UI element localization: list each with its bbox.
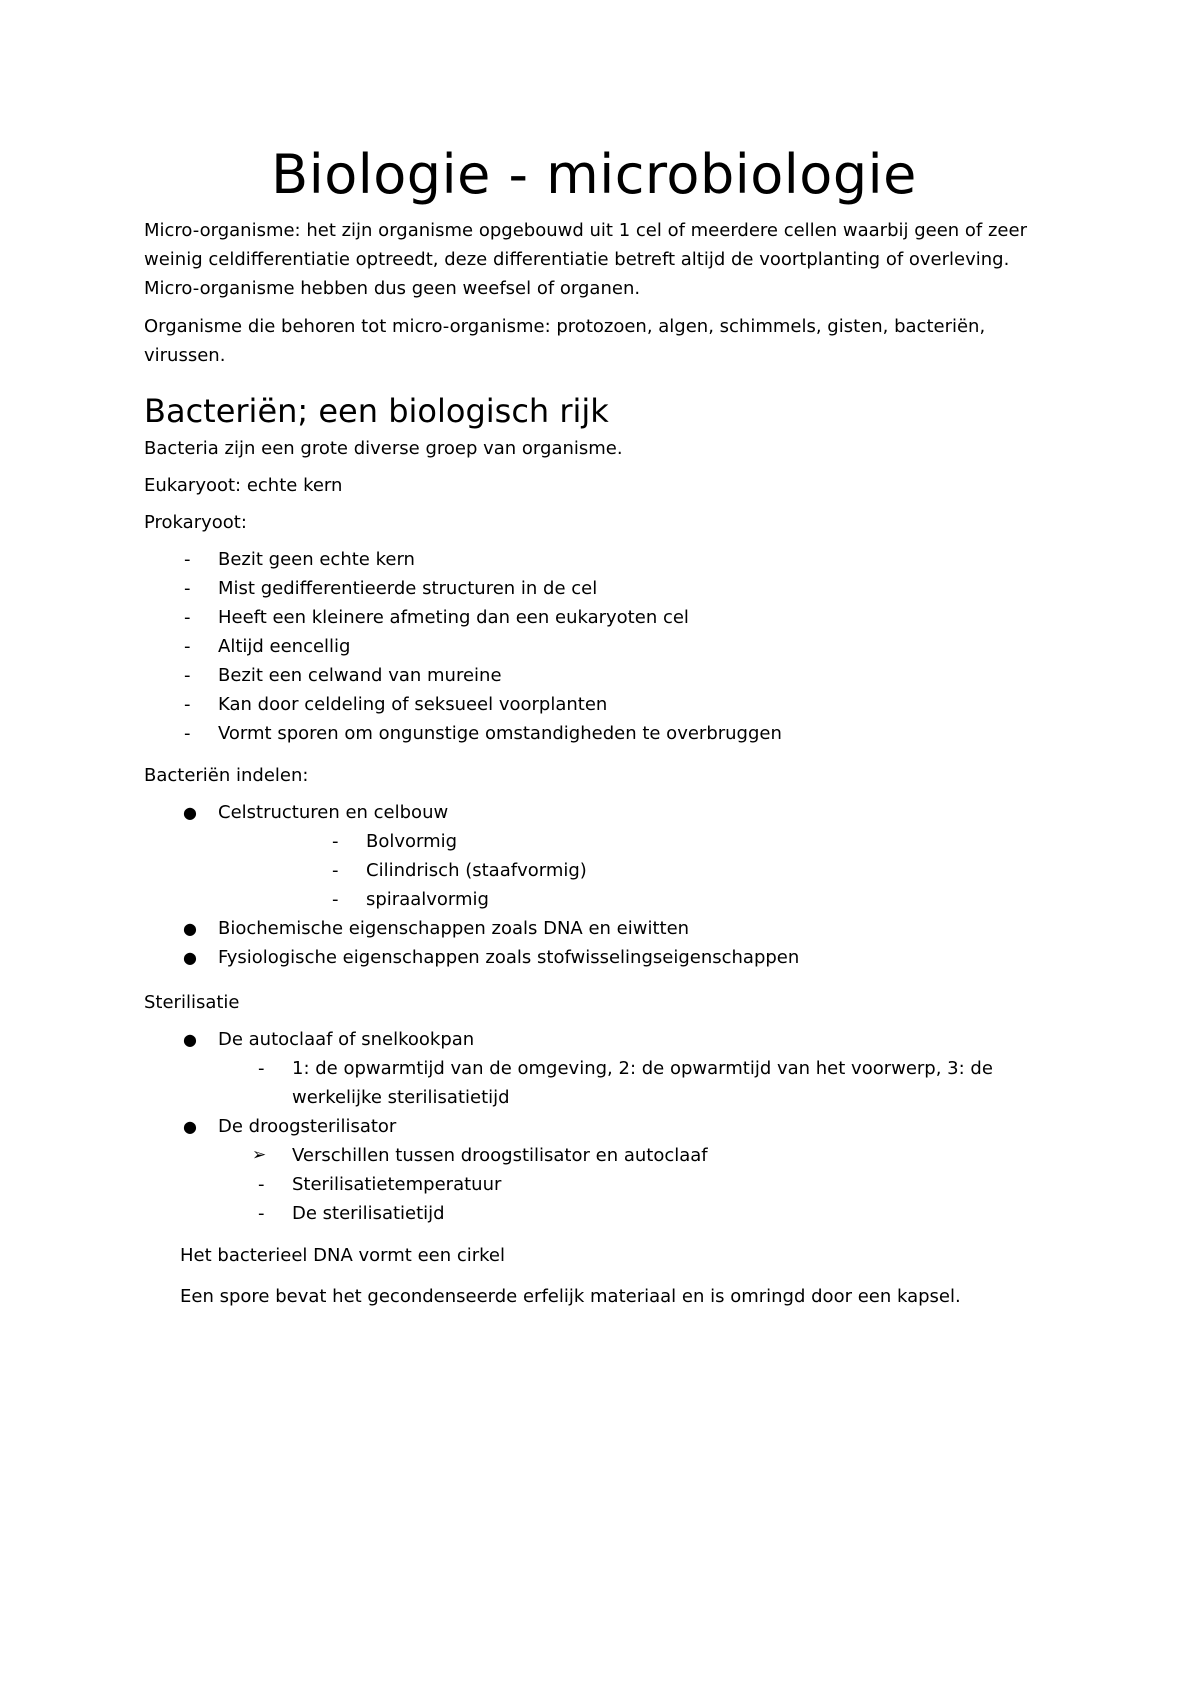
dash-marker: - <box>184 636 191 657</box>
sterilisatie-sub-list-droog <box>144 1141 1044 1228</box>
intro-paragraph-definition: Micro-organisme: het zijn organisme opgebouwd uit 1 cel of meerdere cellen waarbij geen of zeer weinig celdifferentiatie optreedt, deze differentiatie betreft altijd de voortplanting of overleving. Micro-organisme hebben dus geen weefsel of organen. <box>144 220 1027 299</box>
paragraph-prokaryoot: Prokaryoot: <box>144 512 247 533</box>
list-item: ● Fysiologische eigenschappen zoals stofwisselingseigenschappen <box>144 943 1044 972</box>
indelen-sub-list <box>144 827 1044 914</box>
list-item: ● Celstructuren en celbouw - Bolvormig - Cilindrisch (staafvormig) - spiraalvormig <box>144 798 1044 914</box>
paragraph-spore: Een spore bevat het gecondenseerde erfelijk materiaal en is omringd door een kapsel. <box>180 1286 961 1307</box>
dash-marker: - <box>184 723 191 744</box>
document-page <box>144 140 1044 1324</box>
document-title: Biologie - microbiologie <box>271 143 917 206</box>
list-item: - Kan door celdeling of seksueel voorplanten <box>144 690 1044 719</box>
paragraph-bacteria: Bacteria zijn een grote diverse groep van organisme. <box>144 438 623 459</box>
list-item: - Heeft een kleinere afmeting dan een eukaryoten cel <box>144 603 1044 632</box>
indelen-list <box>144 798 1044 972</box>
list-item: - Bezit een celwand van mureine <box>144 661 1044 690</box>
bullet-marker: ● <box>183 1030 197 1049</box>
list-item: ➢ Verschillen tussen droogstilisator en autoclaaf <box>144 1141 1044 1170</box>
dash-marker: - <box>258 1203 265 1224</box>
sterilisatie-sub-list-autoclaaf <box>144 1054 1044 1112</box>
list-item: - spiraalvormig <box>218 885 1044 914</box>
list-item: ● De autoclaaf of snelkookpan - 1: de opwarmtijd van de omgeving, 2: de opwarmtijd van het voorwerp, 3: de werkelijke sterilisatietijd <box>144 1025 1044 1112</box>
list-item: - Sterilisatietemperatuur <box>144 1170 1044 1199</box>
dash-marker: - <box>184 578 191 599</box>
bullet-marker: ● <box>183 1117 197 1136</box>
list-item: - Vormt sporen om ongunstige omstandigheden te overbruggen <box>144 719 1044 748</box>
list-item: ● Biochemische eigenschappen zoals DNA en eiwitten <box>144 914 1044 943</box>
paragraph-indelen: Bacteriën indelen: <box>144 765 309 786</box>
arrow-bullet-icon: ➢ <box>252 1145 267 1165</box>
list-item: ● De droogsterilisator ➢ Verschillen tussen droogstilisator en autoclaaf - Sterilisatietemperatuur - De sterilisatietijd <box>144 1112 1044 1228</box>
list-item: - Bezit geen echte kern <box>144 545 1044 574</box>
dash-marker: - <box>332 889 339 910</box>
list-item: - Mist gedifferentieerde structuren in de cel <box>144 574 1044 603</box>
prokaryoot-list <box>144 545 1044 748</box>
list-item: - Cilindrisch (staafvormig) <box>218 856 1044 885</box>
list-item: - De sterilisatietijd <box>144 1199 1044 1228</box>
list-item: - 1: de opwarmtijd van de omgeving, 2: de opwarmtijd van het voorwerp, 3: de werkelijke sterilisatietijd <box>144 1054 1044 1112</box>
bullet-marker: ● <box>183 803 197 822</box>
dash-marker: - <box>184 665 191 686</box>
dash-marker: - <box>332 831 339 852</box>
bullet-marker: ● <box>183 948 197 967</box>
paragraph-sterilisatie: Sterilisatie <box>144 992 240 1013</box>
paragraph-dna-cirkel: Het bacterieel DNA vormt een cirkel <box>180 1245 506 1266</box>
bullet-marker: ● <box>183 919 197 938</box>
dash-marker: - <box>184 549 191 570</box>
sterilisatie-list <box>144 1025 1044 1228</box>
dash-marker: - <box>184 607 191 628</box>
paragraph-eukaryoot: Eukaryoot: echte kern <box>144 475 343 496</box>
list-item: - Bolvormig <box>218 827 1044 856</box>
dash-marker: - <box>184 694 191 715</box>
dash-marker: - <box>258 1174 265 1195</box>
intro-paragraph-organisms: Organisme die behoren tot micro-organisme: protozoen, algen, schimmels, gisten, bacteriën, virussen. <box>144 316 986 366</box>
section-heading-bacterien: Bacteriën; een biologisch rijk <box>144 392 609 430</box>
dash-marker: - <box>332 860 339 881</box>
dash-marker: - <box>258 1058 265 1079</box>
list-item: - Altijd eencellig <box>144 632 1044 661</box>
